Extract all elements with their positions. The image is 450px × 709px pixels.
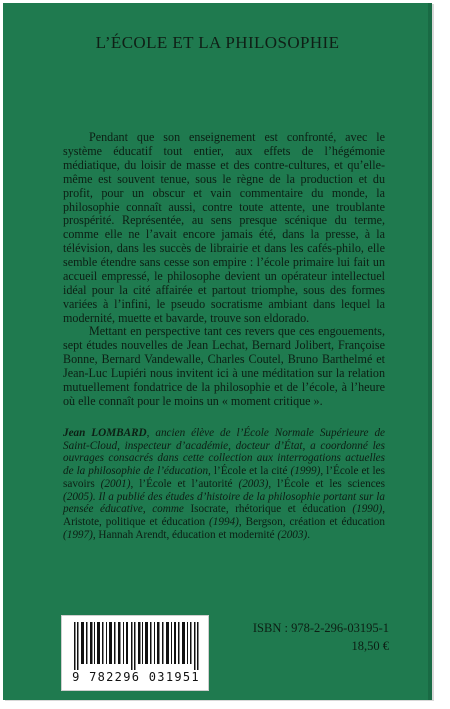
back-cover bbox=[3, 3, 432, 700]
author-name: Jean LOMBARD bbox=[63, 427, 147, 439]
barcode bbox=[61, 615, 209, 691]
summary-paragraph-1: Pendant que son enseignement est confronté, avec le système éducatif tout entier, aux effets de l’hégémonie médiatique, du loisir de masse et des contre-cultures, et qu’elle-même est souvent tenue, sous le règne de la production et du profit, pour un obscur et vain commentaire du monde, la philosophie connaît aussi, contre toute attente, une troublante prospérité. Représentée, au sens presque scénique du terme, comme elle ne l’avait encore jamais été, dans la presse, à la télévision, dans les succès de librairie et dans les cafés-philo, elle semble étendre sans cesse son empire : l’école primaire lui fait un accueil empressé, le philosophe devient un opérateur intellectuel idéal pour la cité affairée et partout triomphe, sous des formes variées à l’infini, le pseudo socratisme ambiant dans lequel la modernité, muette et bavarde, trouve son eldorado. bbox=[63, 130, 385, 325]
barcode-number: 9 782296 031951 bbox=[72, 670, 200, 684]
book-title: L’ÉCOLE ET LA PHILOSOPHIE bbox=[95, 33, 340, 52]
author-biography: Jean LOMBARD, ancien élève de l’École Normale Supérieure de Saint-Cloud, inspecteur d’académie, docteur d’État, a coordonné les ouvrages consacrés dans cette collection aux interrogations actuelles de la philosophie de l’éducation, l’École et la cité (1999), l’École et les savoirs (2001), l’École et l’autorité (2003), l’École et les sciences (2005). Il a publié des études d’histoire de la philosophie portant sur la pensée éducative, comme Isocrate, rhétorique et éducation (1990), Aristote, politique et éducation (1994), Bergson, création et éducation (1997), Hannah Arendt, éducation et modernité (2003). bbox=[63, 427, 385, 541]
price: 18,50 € bbox=[351, 639, 389, 653]
barcode-bars bbox=[72, 622, 200, 670]
summary-paragraph-2: Mettant en perspective tant ces revers que ces engouements, sept études nouvelles de Jean Lechat, Bernard Jolibert, Françoise Bonne, Bernard Vandewalle, Charles Coutel, Bruno Barthelmé et Jean-Luc Lupiéri nous invitent ici à une méditation sur la relation mutuellement fondatrice de la philosophie et de l’école, à l’heure où elle connaît pour le moins un « moment critique ». bbox=[63, 324, 385, 408]
isbn: ISBN : 978-2-296-03195-1 bbox=[252, 621, 389, 635]
cover-edge bbox=[428, 3, 432, 700]
